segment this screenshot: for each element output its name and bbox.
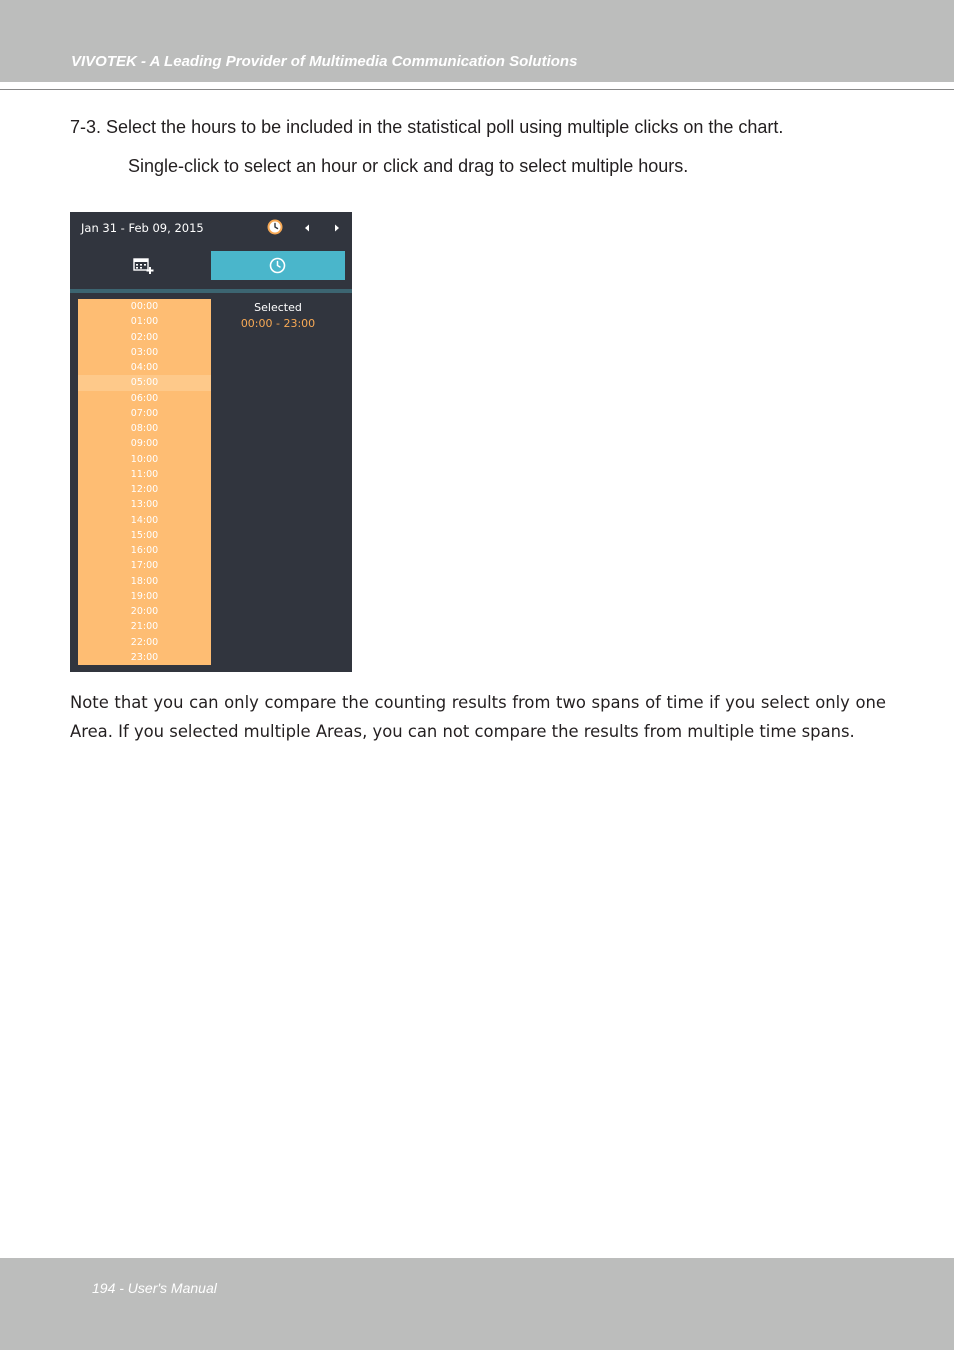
page-number: 194 - User's Manual xyxy=(92,1280,217,1296)
tab-time[interactable] xyxy=(211,251,345,280)
hour-item[interactable]: 04:00 xyxy=(130,362,159,373)
header-rule xyxy=(0,89,954,90)
calendar-add-icon xyxy=(133,257,155,275)
hour-item[interactable]: 05:00 xyxy=(78,375,211,390)
step-instruction: 7-3. Select the hours to be included in the statistical poll using multiple clicks on the chart. xyxy=(70,117,784,137)
chevron-left-icon[interactable] xyxy=(301,221,313,233)
hour-item[interactable]: 08:00 xyxy=(130,423,159,434)
hour-item[interactable]: 10:00 xyxy=(130,453,159,465)
hour-item[interactable]: 06:00 xyxy=(130,392,159,404)
hour-item[interactable]: 12:00 xyxy=(130,484,159,495)
chevron-right-icon[interactable] xyxy=(331,221,343,233)
selected-label: Selected xyxy=(254,301,302,314)
hour-item[interactable]: 20:00 xyxy=(130,606,159,617)
hour-item[interactable]: 22:00 xyxy=(130,636,159,648)
hour-item[interactable]: 21:00 xyxy=(130,621,159,633)
selected-range: 00:00 - 23:00 xyxy=(240,317,316,330)
time-selection-panel xyxy=(70,212,352,672)
hour-item[interactable]: 17:00 xyxy=(130,560,159,572)
tab-calendar[interactable] xyxy=(70,250,211,281)
hour-item[interactable]: 14:00 xyxy=(130,514,159,526)
hour-item[interactable]: 01:00 xyxy=(130,316,159,328)
clock-icon xyxy=(269,257,286,274)
hour-item[interactable]: 13:00 xyxy=(130,499,159,511)
hour-item[interactable]: 02:00 xyxy=(130,331,159,343)
note-paragraph: Note that you can only compare the counting results from two spans of time if you select only one Area. If you selected multiple Areas, you can not compare the results from multiple time spans. xyxy=(70,693,886,741)
hour-item[interactable]: 23:00 xyxy=(130,651,159,663)
clock-icon[interactable] xyxy=(267,219,283,235)
header-title: VIVOTEK - A Leading Provider of Multimedia Communication Solutions xyxy=(71,53,578,70)
hour-item[interactable]: 09:00 xyxy=(130,438,159,450)
hour-item[interactable]: 18:00 xyxy=(130,575,159,587)
tab-underline xyxy=(70,289,352,293)
footer-bar xyxy=(0,1258,954,1350)
hour-list[interactable] xyxy=(78,299,211,665)
date-range-label: Jan 31 - Feb 09, 2015 xyxy=(81,221,204,235)
hour-item[interactable]: 07:00 xyxy=(130,407,159,419)
hour-item[interactable]: 16:00 xyxy=(130,545,159,556)
hour-item[interactable]: 11:00 xyxy=(130,468,159,480)
hour-item[interactable]: 00:00 xyxy=(130,301,159,312)
hour-item[interactable]: 19:00 xyxy=(130,590,159,602)
hour-item[interactable]: 15:00 xyxy=(130,529,159,541)
sub-instruction: Single-click to select an hour or click and drag to select multiple hours. xyxy=(128,156,689,176)
hour-item[interactable]: 03:00 xyxy=(130,346,159,358)
